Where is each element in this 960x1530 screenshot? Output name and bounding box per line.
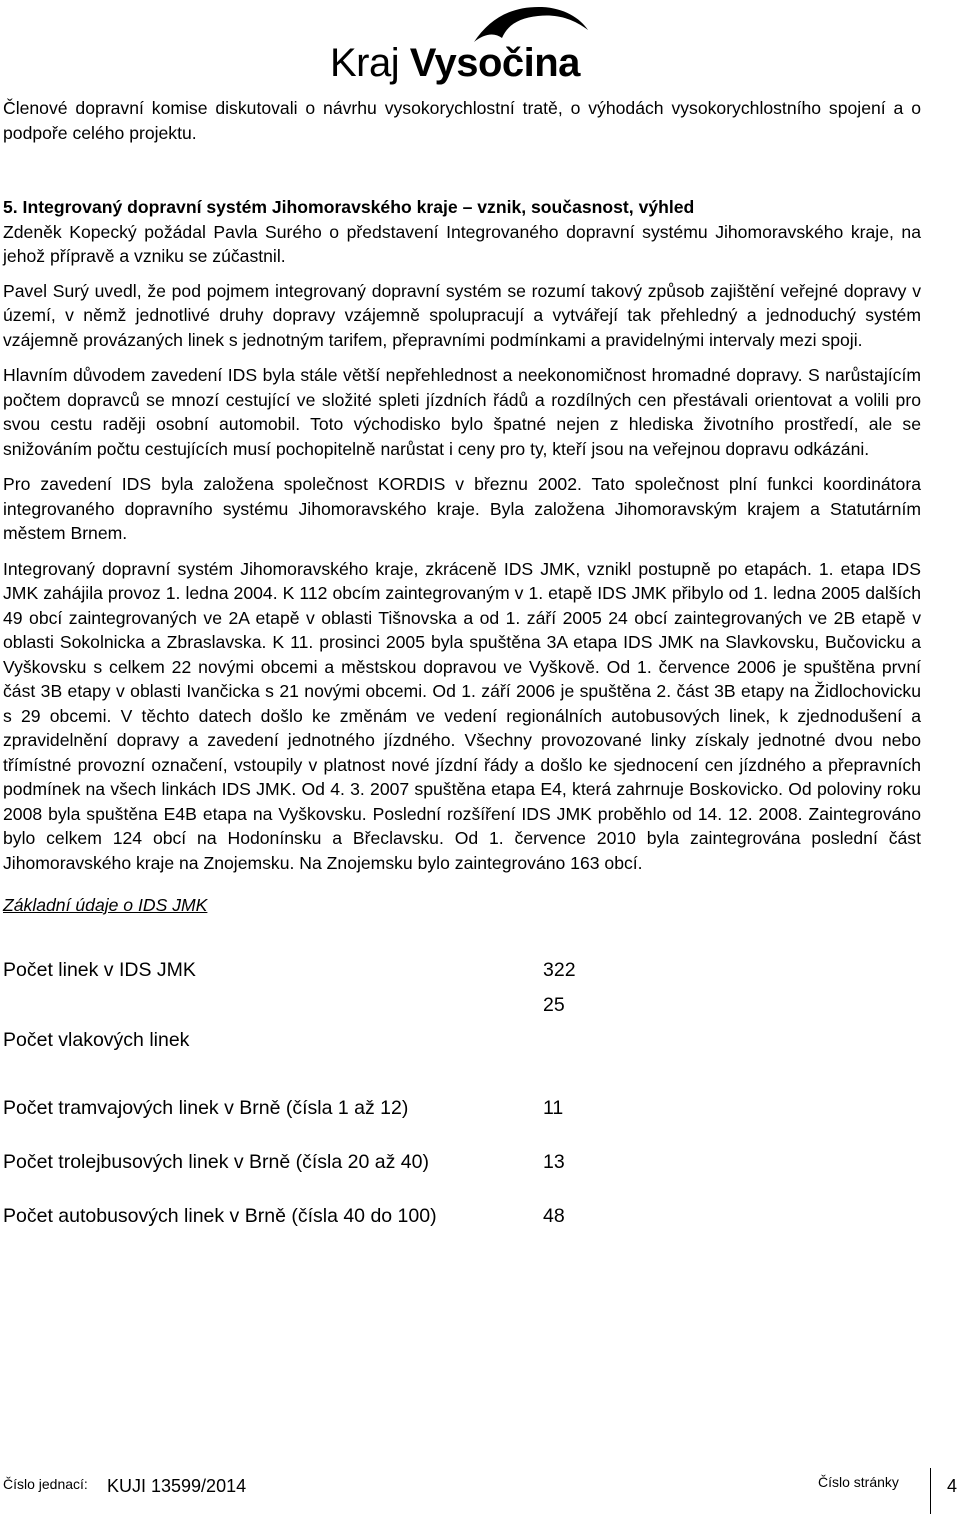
intro-paragraph: Členové dopravní komise diskutovali o návrhu vysokorychlostní tratě, o výhodách vysokorychlostního spojení a o podpoře celého projektu. xyxy=(3,98,921,143)
ids-history-paragraph: Integrovaný dopravní systém Jihomoravského kraje, zkráceně IDS JMK, vznikl postupně po etapách. 1. etapa IDS JMK zahájila provoz 1. ledna 2004. K 112 obcím zaintegrovaným v 1. etapě IDS JMK přibylo od 1. ledna 2005 dalších 49 obcí zaintegrovaných ve 2A etapě v oblasti Tišnovska a od 1. září 2005 24 obcí zaintegrovaných ve 2B etapě v oblasti Sokolnicka a Zbraslavska. K 11. prosinci 2005 byla spuštěna 3A etapa IDS JMK na Slavkovsku, Bučovicku a Vyškovsku s celkem 22 novými obcemi a městskou dopravou ve Vyškově. Od 1. července 2006 je spuštěna první část 3B etapy v oblasti Ivančicka s 21 novými obcemi. Od 1. září 2006 je spuštěna 2. část 3B etapy na Židlochovicku s 29 obcemi. V těchto datech došlo ke změnám ve vedení regionálních autobusových linek, k zjednodušení a zpravidelnění dopravy a zavedení jednotného jízdného. Všechny provozované linky získaly jednotné dvou nebo třímístné provozní označení, vstoupily v platnost nové jízdní řády a došlo ke sjednocení cen jízdného a přepravních podmínek na všech linkách IDS JMK. Od 4. 3. 2007 spuštěna etapa E4, která zahrnuje Boskovicko. Od poloviny roku 2008 byla spuštěna E4B etapa na Vyškovsku. Poslední rozšíření IDS JMK proběhlo od 14. 12. 2008. Zaintegrováno bylo celkem 124 obcí na Hodonínsku a Břeclavsku. Od 1. července 2010 byla zaintegrována poslední část Jihomoravského kraje na Znojemsku. Na Znojemsku bylo zaintegrováno 163 obcí. xyxy=(3,558,921,873)
row-value: 11 xyxy=(543,1097,564,1119)
logo-kraj-text: Kraj xyxy=(330,41,400,85)
ids-reason-paragraph: Hlavním důvodem zavedení IDS byla stále větší nepřehlednost a neekonomičnost hromadné dopravy. S narůstajícím počtem dopravců se mnozí cestující ve složité spleti jízdních řádů a rozdílných cen přestávali orientovat a volili pro svou cestu raději osobní automobil. Toto východisko bylo špatné nejen z hlediska životního prostředí, ale se snižováním počtu cestujících musí pochopitelně narůstat i ceny pro ty, kteří jsou na veřejnou dopravu odkázáni. xyxy=(3,365,921,459)
footer-divider xyxy=(930,1468,931,1514)
row-label: Počet autobusových linek v Brně (čísla 40 do 100) xyxy=(3,1205,437,1227)
reference-number-value: KUJI 13599/2014 xyxy=(107,1476,247,1496)
table-row xyxy=(3,956,576,986)
kraj-vysocina-logo xyxy=(330,4,590,86)
table-row xyxy=(3,1136,576,1190)
document-body xyxy=(3,96,921,1244)
row-label: Počet trolejbusových linek v Brně (čísla 20 až 40) xyxy=(3,1151,429,1173)
row-value: 322 xyxy=(543,959,576,981)
reference-number-label: Číslo jednací: xyxy=(3,1476,88,1492)
row-label: Počet vlakových linek xyxy=(3,1029,190,1051)
row-label: Počet linek v IDS JMK xyxy=(3,959,196,981)
ids-definition-paragraph: Pavel Surý uvedl, že pod pojmem integrovaný dopravní systém se rozumí takový způsob zajištění veřejné dopravy v území, v němž jednotlivé druhy dopravy vzájemně spolupracují a vytvářejí tak přehledný a jednoduchý systém vzájemně provázaných linek s jednotným tarifem, přepravními podmínkami a pravidelnými intervaly mezi spoji. xyxy=(3,280,921,350)
row-label: Počet tramvajových linek v Brně (čísla 1 až 12) xyxy=(3,1097,409,1119)
table-row xyxy=(3,986,576,1082)
logo-wordmark xyxy=(330,40,580,86)
row-value: 48 xyxy=(543,1205,565,1227)
basics-section-title: Základní údaje o IDS JMK xyxy=(3,895,208,915)
page-number-label: Číslo stránky xyxy=(818,1474,899,1490)
page-number: 4 xyxy=(947,1476,958,1496)
row-value: 13 xyxy=(543,1151,565,1173)
heading-followup-paragraph: Zdeněk Kopecký požádal Pavla Surého o představení Integrovaného dopravní systému Jihomoravského kraje, na jehož přípravě a vzniku se zúčastnil. xyxy=(3,221,921,266)
logo-vysocina-text: Vysočina xyxy=(409,41,580,85)
kordis-paragraph: Pro zavedení IDS byla založena společnost KORDIS v březnu 2002. Tato společnost plní funkci koordinátora integrovaného dopravního systému Jihomoravského kraje. Byla založena Jihomoravským krajem a Statutárním městem Brnem. xyxy=(3,474,921,543)
basics-table xyxy=(3,956,576,1244)
row-value: 25 xyxy=(543,993,565,1016)
agenda-item-heading: 5. Integrovaný dopravní systém Jihomoravského kraje – vznik, současnost, výhled xyxy=(3,197,695,217)
table-row xyxy=(3,1082,576,1136)
table-row xyxy=(3,1190,576,1244)
swoosh-logo-mark xyxy=(472,4,590,44)
page-footer xyxy=(3,1468,958,1514)
